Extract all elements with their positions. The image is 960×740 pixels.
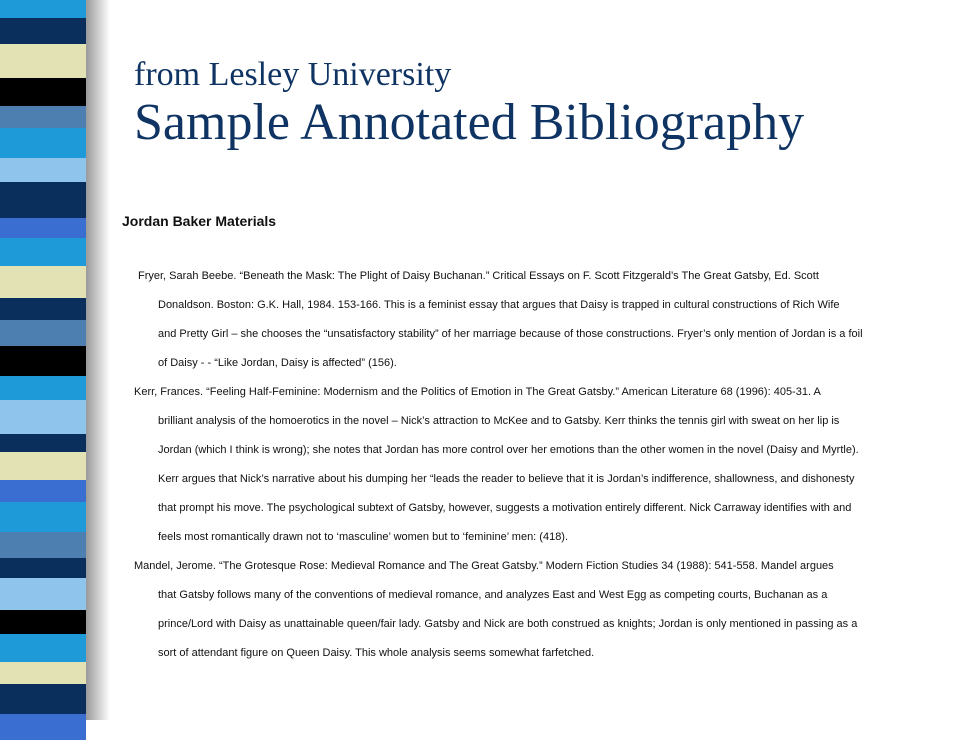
stripe-block — [0, 320, 86, 346]
bibliography-entry-fryer — [120, 262, 940, 378]
stripe-block — [0, 298, 86, 320]
stripe-block — [0, 182, 86, 218]
stripe-block — [0, 158, 86, 182]
stripe-block — [0, 238, 86, 266]
entry-line: that Gatsby follows many of the conventions of medieval romance, and analyzes East and West Egg as competing courts, Buchanan as a — [158, 589, 828, 601]
stripe-block — [0, 610, 86, 634]
stripe-block — [0, 662, 86, 684]
stripe-block — [0, 634, 86, 662]
stripe-block — [0, 78, 86, 106]
slide-subtitle: from Lesley University — [134, 56, 452, 93]
stripe-block — [0, 480, 86, 502]
entry-line: prince/Lord with Daisy as unattainable queen/fair lady. Gatsby and Nick are both construed as knights; Jordan is only mentioned in passing as a — [158, 618, 858, 630]
stripe-block — [0, 558, 86, 578]
stripe-block — [0, 218, 86, 238]
entry-line: sort of attendant figure on Queen Daisy. This whole analysis seems somewhat farfetched. — [158, 647, 595, 659]
entry-line: that prompt his move. The psychological subtext of Gatsby, however, suggests a motivation entirely different. Nick Carraway identifies with and — [158, 502, 852, 514]
stripe-block — [0, 578, 86, 610]
stripe-block — [0, 346, 86, 376]
slide-title: Sample Annotated Bibliography — [134, 94, 805, 151]
stripe-block — [0, 266, 86, 298]
stripe-block — [0, 532, 86, 558]
stripe-block — [0, 434, 86, 452]
entry-line: brilliant analysis of the homoerotics in the novel – Nick’s attraction to McKee and to Gatsby. Kerr thinks the tennis girl with sweat on her lip is — [158, 415, 840, 427]
stripe-block — [0, 684, 86, 714]
entry-line: and Pretty Girl – she chooses the “unsatisfactory stability” of her marriage because of those constructions. Fryer’s only mention of Jordan is a foil — [158, 328, 863, 340]
stripe-block — [0, 106, 86, 128]
entry-line: Mandel, Jerome. “The Grotesque Rose: Medieval Romance and The Great Gatsby.” Modern Fiction Studies 34 (1988): 541-558. Mandel argues — [134, 560, 834, 572]
entry-line: Kerr argues that Nick’s narrative about his dumping her “leads the reader to believe that it is Jordan’s indifference, shallowness, and dishonesty — [158, 473, 855, 485]
stripe-block — [0, 714, 86, 740]
entry-line: Kerr, Frances. “Feeling Half-Feminine: Modernism and the Politics of Emotion in The Great Gatsby.” American Literature 68 (1996): 405-31. A — [134, 386, 821, 398]
entry-line: Donaldson. Boston: G.K. Hall, 1984. 153-166. This is a feminist essay that argues that Daisy is trapped in cultural constructions of Rich Wife — [158, 299, 840, 311]
title-block — [134, 55, 934, 153]
stripe-block — [0, 376, 86, 400]
stripe-block — [0, 18, 86, 44]
entry-line: feels most romantically drawn not to ‘masculine’ women but to ‘feminine’ men: (418). — [158, 531, 569, 543]
stripe-block — [0, 400, 86, 434]
stripe-block — [0, 502, 86, 532]
bibliography-entry-kerr — [120, 378, 940, 552]
stripe-block — [0, 0, 86, 18]
stripe-shadow — [86, 0, 110, 720]
decorative-stripe — [0, 0, 86, 720]
stripe-block — [0, 128, 86, 158]
stripe-block — [0, 44, 86, 78]
stripe-block — [0, 452, 86, 480]
entry-line: Jordan (which I think is wrong); she notes that Jordan has more control over her emotions than the other women in the novel (Daisy and Myrtle). — [158, 444, 859, 456]
section-heading: Jordan Baker Materials — [122, 213, 277, 229]
entry-line: of Daisy - - “Like Jordan, Daisy is affected” (156). — [158, 357, 397, 369]
bibliography-list — [120, 262, 940, 668]
bibliography-entry-mandel — [120, 552, 940, 668]
entry-line: Fryer, Sarah Beebe. “Beneath the Mask: The Plight of Daisy Buchanan.” Critical Essays on F. Scott Fitzgerald’s The Great Gatsby, Ed. Scott — [138, 270, 819, 282]
